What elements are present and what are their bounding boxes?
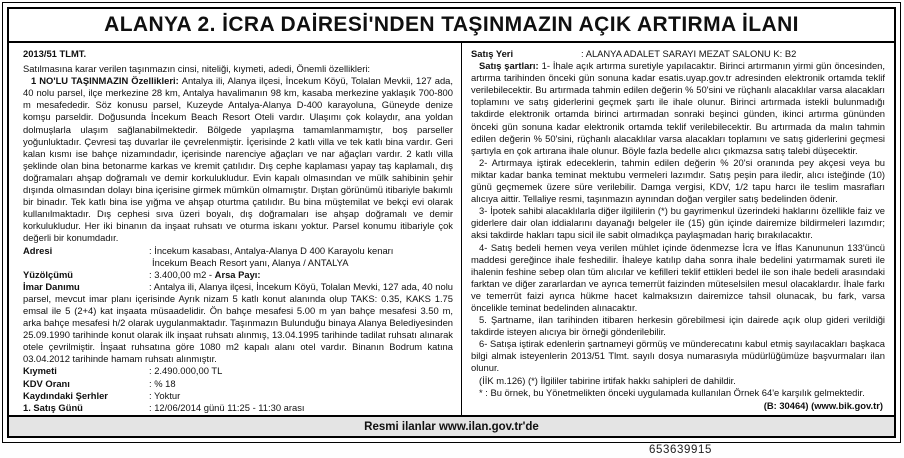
legal-note-ornek: * : Bu örnek, bu Yönetmelikten önceki uygulamada kullanılan Örnek 64'e karşılık gelmektedir. bbox=[479, 386, 865, 398]
address-line-1: : İncekum kasabası, Antalya-Alanya D 400 Karayolu kenarı bbox=[149, 244, 394, 256]
intro-line: Satılmasına karar verilen taşınmazın cinsi, niteliği, kıymeti, adedi, Önemli özellikleri: bbox=[23, 63, 371, 75]
legal-note-iik: (İİK m.126) (*) İlgililer tabirine irtifak hakkı sahipleri de dahildir. bbox=[479, 374, 736, 386]
annotations-value: : Yoktur bbox=[149, 389, 181, 401]
sale-venue-row bbox=[471, 48, 885, 60]
area-value-text: : 3.400,00 m2 - bbox=[149, 268, 215, 280]
property-description-lead: 1 NO'LU TAŞINMAZIN Özellikleri: bbox=[31, 75, 179, 87]
publication-reference: (B: 30464) (www.bik.gov.tr) bbox=[763, 399, 883, 411]
terms-paragraph-5: 5. Şartname, ilan tarihinden itibaren herkesin görebilmesi için dairede açık olup gideri verildiği takdirde isteyen alıcıya bir örneği gönderilebilir. bbox=[471, 314, 885, 338]
notice-inner-border bbox=[7, 7, 896, 438]
vat-value: : % 18 bbox=[149, 377, 176, 389]
terms-paragraph-3: 3- İpotek sahibi alacaklılarla diğer ilgililerin (*) bu gayrimenkul üzerindeki haklarını özellikle faiz ve giderlere dair olan iddialarını dayanağı belgeler ile (15) gün içinde dairemize bildirmeleri lazımdır; aksi takdirde hakları tapu sicil ile sabit olmadıkça paylaşmadan hariç bırakılacaktır. bbox=[471, 205, 885, 241]
right-column bbox=[461, 43, 894, 415]
property-description bbox=[23, 75, 453, 244]
official-announcements-bar bbox=[9, 415, 894, 436]
notice-title-bar bbox=[9, 9, 894, 43]
value-row bbox=[23, 365, 453, 377]
terms-lead: Satış şartları: bbox=[479, 60, 539, 72]
vat-label: KDV Oranı bbox=[23, 377, 70, 389]
area-label: Yüzölçümü bbox=[23, 268, 74, 280]
value-label: Kıymeti bbox=[23, 365, 57, 377]
area-row bbox=[23, 269, 453, 281]
terms-text-1: 1- İhale açık artırma suretiyle yapılacaktır. Birinci artırmanın yirmi gün öncesinden, artırma tarihinden önceki gün sonuna kadar esatis.uyap.gov.tr adresinden elektronik ortamda teklif verilebilecektir. Bu artırmada tahmin edilen değerin % 50'sini ve rüçhanlı alacaklılar varsa alacakları toplamını ve satış giderlerini geçmek şartı ile ihale olunur. Birinci artırmada istekli bulunmadığı takdirde elektronik ortamda birinci artırmadan sonraki beşinci günden, ikinci artırma gününden önceki gün sonuna kadar elektronik ortamda teklif verilebilecektir. Bu artırmada da malın tahmin edilen değerin % 50'sini, rüçhanlı alacaklılar varsa alacakları toplamını ve satış giderlerini geçmesi şartıyla en çok artırana ihale olunur. Böyle fazla bedelle alıcı çıkmazsa satış talebi düşecektir. bbox=[471, 60, 886, 156]
sale-venue-label: Satış Yeri bbox=[471, 48, 514, 59]
terms-paragraph-1 bbox=[471, 60, 885, 157]
left-column bbox=[9, 43, 461, 415]
area-value bbox=[149, 269, 453, 281]
terms-paragraph-6: 6- Satışa iştirak edenlerin şartnameyi görmüş ve münderecatını kabul etmiş sayılacakları başkaca bilgi almak isteyenlerin 2013/51 Tlmt. sayılı dosya numarasıyla müdürlüğümüze başvurmaları ilan olunur. bbox=[471, 338, 885, 374]
address-label: Adresi bbox=[23, 244, 53, 256]
clipping-serial-number: 653639915 bbox=[649, 444, 712, 456]
first-sale-day-label: 1. Satış Günü bbox=[23, 401, 83, 413]
official-announcements-text: Resmi ilanlar www.ilan.gov.tr'de bbox=[364, 420, 539, 433]
zoning-paragraph bbox=[23, 281, 453, 366]
vat-row bbox=[23, 378, 453, 390]
first-sale-day-row bbox=[23, 402, 453, 414]
case-number: 2013/51 TLMT. bbox=[23, 48, 87, 59]
notice-columns bbox=[9, 43, 894, 415]
terms-paragraph-2: 2- Artırmaya iştirak edeceklerin, tahmin edilen değerin % 20'si oranında pey akçesi veya bu miktar kadar banka teminat mektubu vermeleri lazımdır. Satış peşin para iledir, alıcı isteğinde (10) günü geçmemek üzere süre verilebilir. Damga vergisi, KDV, 1/2 tapu harcı ile teslim masrafları alıcıya aittir. Tellaliye resmi, taşınmazın aynından doğan vergiler satış bedelinden ödenir. bbox=[471, 156, 885, 205]
address-row bbox=[23, 245, 453, 269]
property-description-text: Antalya ili, Alanya ilçesi, İncekum Köyü, Tolalan Mevkii, 127 ada, 40 nolu parsel, ilçe merkezine 28 km, Antalya havalimanın 98 km, kasaba merkezine yaklaşık 700-800 m mesafededir. Söz konusu parsel, Kuzeyde Antalya-Alanya D-400 karayoluna, Güneyde denize komşu parseldir. Doğusunda İncekum Beach Resort Oteli vardır. Ulaşımı çok kolaydır, ana yoldan dolmuşlarla ulaşım sağlanabilmektedir. Bölgede yapılaşma tamamlanmamıştır, boş parseller yoğunluktadır. Çevresi taş duvarlar ile çevrelenmiştir. İçerisinde 2 katlı villa ve tek katlı bina vardır. Geri kalan kısmı ise bahçe nizamındadır, içerisinde narenciye ağaçları ve nar ağaçları vardır. 2 katlı villa şeklinde olan bina betonarme karkas ve kremit çatılıdır. Dış cephe kaplaması yapay taş kaplamalı, dış doğramaları ahşap doğramalı ve demir korkulukludur. Evin kapalı olmasından ve mülk sahibinin şehir dışında olmasından dolayı bina içerisine girmek mümkün olmamıştır. Dıştan görünümü itibariyle bakımlı bir binadır. Tek katlı bina ise yığma ve ahşap oturtma çatılıdır. Bu bina müştemilat ve bekçi evi olarak kullanılmaktadır. Dış cephesi sıva üzeri boyalı, dış doğramaları ise ahşap doğramalı ve demir korkulukludur. Her iki binanın da inşaat ruhsatı ve oturma iskanı yoktur. Parsel konumu itibariyle çok değerli bir konumdadır. bbox=[23, 75, 453, 244]
terms-paragraph-4: 4- Satış bedeli hemen veya verilen mühlet içinde ödenmezse İcra ve İflas Kanununun 133'üncü maddesi gereğince ihale feshedilir. İhaleye katılıp daha sonra ihale bedelini yatırmamak sureti ile ihalenin feshine sebep olan tüm alıcılar ve kefilleri teklif ettikleri bedel ile son ihale bedeli arasındaki farktan ve diğer zararlardan ve ayrıca temerrüt faizinden müteselsilen mesul olacaklardır. İhale farkı ve temerrüt faizi ayrıca hükme hacet kalmaksızın dairemizce tahsil olunacak, bu fark, varsa öncelikle teminat bedelinden alınacaktır. bbox=[471, 241, 885, 313]
address-value bbox=[149, 245, 453, 269]
sale-venue-value: : ALANYA ADALET SARAYI MEZAT SALONU K: B2 bbox=[581, 48, 797, 59]
address-line-2: İncekum Beach Resort yanı, Alanya / ANTALYA bbox=[152, 256, 349, 268]
zoning-text: : Antalya ili, Alanya ilçesi, İncekum Köyü, Tolalan Mevki, 127 ada, 40 nolu parsel, mevcut imar planı içerisinde Ayrık nizam 5 katlı konut alanında olup TAKS: 0.35, KAKS 1.75 emsal ile 5 (2+4) kat inşaata müsaadelidir. Ön bahçe mesafesi 5.00 m yan bahçe mesafesi 3.50 m, arka bahçe mesafesi h/2 olarak uygulanmaktadır. Taşınmazın Bulunduğu binaya Alanya Belediyesinden 25.09.1990 tarihinde konut olarak ilk inşaat ruhsatı alınmış, 13.04.1995 tarihinde tadilat ruhsatı alınarak otele çevrilmiştir. İnşaat ruhsatına göre 1080 m2 kapalı alanı otel vardır. Binanın Bodrum katına 03.04.2012 tarihinde hamam ruhsatı alınmıştır. bbox=[23, 280, 453, 365]
notice-outer-border bbox=[2, 2, 901, 443]
area-share-label: Arsa Payı: bbox=[214, 268, 261, 280]
first-sale-day-value: : 12/06/2014 günü 11:25 - 11:30 arası bbox=[149, 401, 305, 413]
annotations-label: Kaydındaki Şerhler bbox=[23, 389, 108, 401]
notice-title: ALANYA 2. İCRA DAİRESİ'NDEN TAŞINMAZIN AÇIK ARTIRMA İLANI bbox=[104, 13, 799, 36]
zoning-label: İmar Danımu bbox=[23, 280, 80, 292]
annotations-row bbox=[23, 390, 453, 402]
value-amount: : 2.490.000,00 TL bbox=[149, 365, 223, 377]
